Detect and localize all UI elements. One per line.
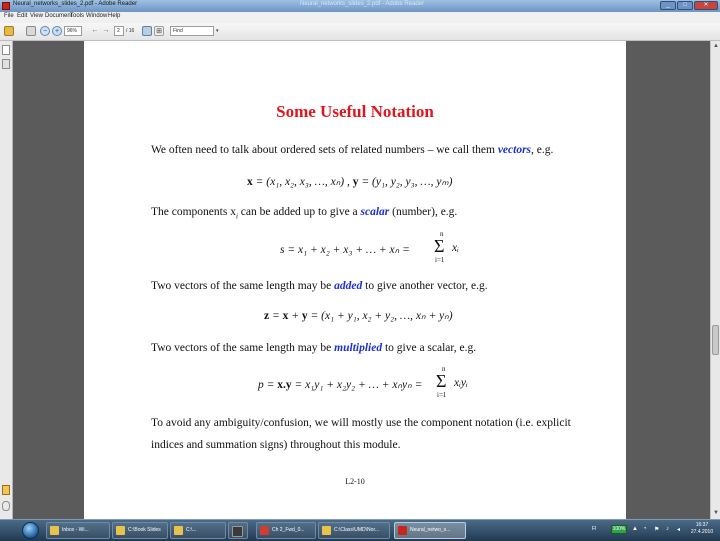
toolbar <box>0 23 720 41</box>
sum-lower-limit: i=1 <box>435 256 445 264</box>
minimize-button[interactable]: _ <box>660 1 676 10</box>
battery-icon[interactable]: 100% <box>612 526 626 532</box>
dot-product: x.y <box>277 379 292 391</box>
sum-term: xᵢ <box>452 242 459 254</box>
text: The components x <box>151 206 236 218</box>
wifi-icon[interactable]: ◔ <box>643 526 647 532</box>
folder-icon <box>50 526 59 535</box>
select-tool-icon[interactable]: ⊞ <box>154 26 164 36</box>
keyword-vectors: vectors <box>497 144 532 156</box>
language-indicator[interactable]: FI <box>592 526 597 532</box>
text: to give a scalar, e.g. <box>382 342 477 354</box>
vector-x: x <box>282 310 289 322</box>
window-title-bar[interactable] <box>0 0 720 12</box>
text: to give another vector, e.g. <box>362 280 488 292</box>
next-page-icon[interactable]: → <box>102 27 110 34</box>
text: Two vectors of the same length may be <box>151 280 335 292</box>
volume-icon[interactable]: ♪ <box>666 526 669 532</box>
start-button[interactable] <box>22 522 39 539</box>
subscript: i <box>235 212 238 221</box>
clock-date: 27.4.2010 <box>690 529 714 535</box>
notification-icon[interactable]: ◂ <box>677 527 681 533</box>
taskbar-label: Neural_netwo_s... <box>410 527 451 533</box>
taskbar-item-book-slides[interactable] <box>112 522 168 539</box>
taskbar-item-media[interactable] <box>228 522 248 539</box>
folder-icon <box>174 526 183 535</box>
sigma-symbol: Σ <box>434 236 445 256</box>
menu-file[interactable]: File <box>4 13 14 19</box>
sum-upper-limit: n <box>440 230 444 238</box>
product-expansion <box>258 377 422 391</box>
menu-view[interactable]: View <box>30 13 43 19</box>
text: = x₁y₁ + x₂y₂ + … + xₙyₙ = <box>294 379 423 391</box>
slide-title: Some Useful Notation <box>276 102 434 121</box>
paragraph-scalar <box>151 206 457 220</box>
bookmarks-icon[interactable] <box>2 59 10 69</box>
zoom-in-icon[interactable]: + <box>52 26 62 36</box>
folder-icon <box>116 526 125 535</box>
text: Two vectors of the same length may be <box>151 342 335 354</box>
slide-number: L2-10 <box>345 477 365 486</box>
save-icon[interactable] <box>142 26 152 36</box>
adobe-reader-icon <box>2 2 10 10</box>
vertical-scrollbar[interactable] <box>710 41 720 519</box>
pages-icon[interactable] <box>2 45 10 55</box>
attachments-icon[interactable] <box>2 501 10 511</box>
document-icon <box>260 526 269 535</box>
previous-page-icon[interactable]: ← <box>91 27 99 34</box>
zoom-field[interactable]: 96% <box>64 26 82 36</box>
vector-y: y <box>301 310 308 322</box>
taskbar-item-inbox[interactable] <box>46 522 110 539</box>
equation-addition <box>264 308 453 322</box>
keyword-scalar: scalar <box>360 206 390 218</box>
vector-y: y <box>352 176 359 188</box>
page-total: / 16 <box>126 28 135 34</box>
find-dropdown-icon[interactable]: ▾ <box>216 28 219 34</box>
scrollbar-thumb[interactable] <box>712 325 719 355</box>
text: = (x₁, x₂, x₃, …, xₙ) , <box>255 176 353 188</box>
taskbar-label: Ch 2_Fwd_0... <box>272 527 305 533</box>
menu-edit[interactable]: Edit <box>17 13 28 19</box>
sum-term: xᵢyᵢ <box>454 377 468 389</box>
action-center-icon[interactable]: ⚑ <box>654 527 660 533</box>
system-clock[interactable] <box>688 522 716 536</box>
equation-vectors <box>247 174 453 188</box>
maximize-button[interactable]: □ <box>677 1 693 10</box>
sum-upper-limit: n <box>442 365 446 373</box>
paragraph-added <box>151 280 488 292</box>
zoom-out-icon[interactable]: − <box>40 26 50 36</box>
taskbar <box>0 519 720 541</box>
sum-expansion: s = x₁ + x₂ + x₃ + … + xₙ = <box>280 244 410 256</box>
comments-icon[interactable] <box>2 485 10 495</box>
clock-time: 16:37 <box>695 522 709 528</box>
paragraph-vectors <box>151 144 553 156</box>
paragraph-notation-line-1: To avoid any ambiguity/confusion, we will mostly use the component notation (i.e. explicit <box>151 417 571 429</box>
menu-document[interactable]: Document <box>45 13 73 19</box>
text: (number), e.g. <box>389 206 458 218</box>
find-input[interactable]: Find <box>170 26 214 36</box>
vector-x: x <box>247 176 253 188</box>
media-player-icon <box>232 526 243 537</box>
taskbar-label: C:\Book Slides <box>128 527 161 533</box>
folder-icon <box>322 526 331 535</box>
taskbar-item-ch2[interactable] <box>256 522 316 539</box>
paragraph-multiplied <box>151 342 476 354</box>
network-icon[interactable]: ▲ <box>632 526 638 532</box>
scroll-down-icon[interactable]: ▼ <box>713 510 719 516</box>
taskbar-label: C:\... <box>186 527 197 533</box>
taskbar-item-class-folder[interactable] <box>318 522 390 539</box>
sigma-symbol: Σ <box>436 371 447 391</box>
open-folder-icon[interactable] <box>4 26 14 36</box>
print-icon[interactable] <box>26 26 36 36</box>
window-title: Neural_networks_slides_2.pdf - Adobe Reader <box>13 1 138 7</box>
text: We often need to talk about ordered sets of related numbers – we call them <box>151 144 498 156</box>
menu-help[interactable]: Help <box>108 13 121 19</box>
close-button[interactable]: ✕ <box>694 1 718 10</box>
text: + <box>291 310 300 322</box>
text: , e.g. <box>531 144 554 156</box>
pdf-page <box>84 41 626 519</box>
navigation-panel <box>0 41 13 519</box>
text: p = <box>258 379 275 391</box>
taskbar-item-adobe-reader[interactable] <box>394 522 466 539</box>
menu-window[interactable]: Window <box>86 13 108 19</box>
keyword-added: added <box>334 280 363 292</box>
taskbar-label: C:\Class\UMD\Nor... <box>334 527 380 533</box>
window-title-ghost: Neural_networks_slides_2.pdf - Adobe Reader <box>300 1 425 7</box>
taskbar-item-folder[interactable] <box>170 522 226 539</box>
text: can be added up to give a <box>237 206 361 218</box>
adobe-reader-icon <box>398 526 407 535</box>
keyword-multiplied: multiplied <box>334 342 383 354</box>
sum-lower-limit: i=1 <box>437 391 447 399</box>
scroll-up-icon[interactable]: ▲ <box>713 43 719 49</box>
paragraph-notation-line-2: indices and summation signs) throughout this module. <box>151 439 401 451</box>
menu-tools[interactable]: Tools <box>70 13 85 19</box>
document-workspace <box>0 41 720 519</box>
page-number-field[interactable]: 2 <box>114 26 124 36</box>
text: = (y₁, y₂, y₃, …, yₘ) <box>361 176 453 188</box>
taskbar-label: Inbox - Wi... <box>62 527 89 533</box>
text: = <box>271 310 280 322</box>
text: = (x₁ + y₁, x₂ + y₂, …, xₙ + yₙ) <box>310 310 453 322</box>
vector-z: z <box>264 310 270 322</box>
